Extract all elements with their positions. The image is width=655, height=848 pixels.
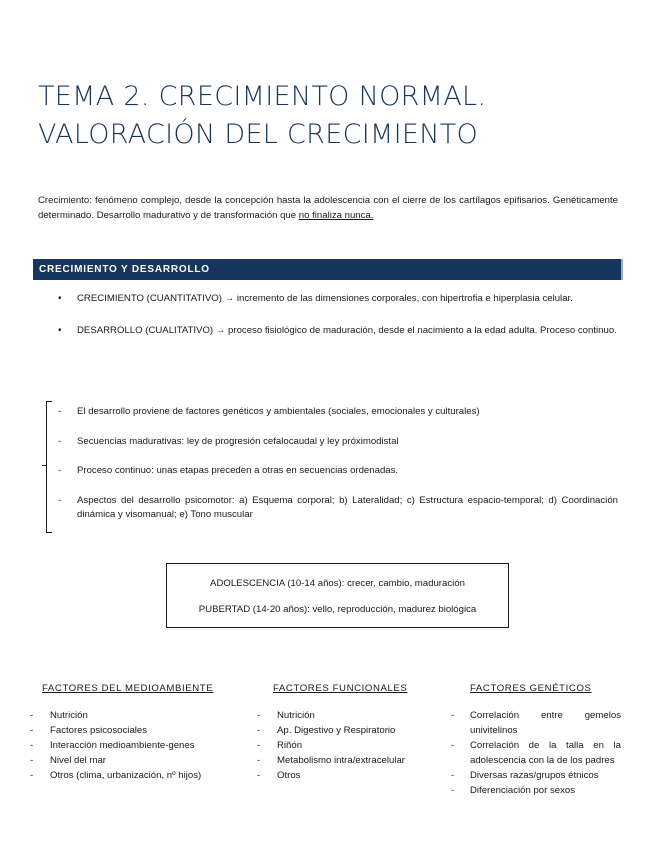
list-item bbox=[30, 723, 245, 738]
section-heading-edge bbox=[621, 259, 623, 280]
dash-text: Secuencias madurativas: ley de progresión cefalocaudal y ley próximodistal bbox=[77, 435, 399, 447]
dash-marker: - bbox=[257, 725, 261, 736]
list-item bbox=[451, 738, 621, 768]
dash-marker: - bbox=[451, 770, 455, 781]
dash-item bbox=[58, 435, 618, 450]
bracket-decoration bbox=[46, 401, 52, 533]
list-item bbox=[451, 708, 621, 738]
list-item-text: Diferenciación por sexos bbox=[470, 785, 576, 796]
list-item-text: Nutrición bbox=[277, 710, 315, 721]
list-item-text: Factores psicosociales bbox=[50, 725, 148, 736]
genetic-factors-column bbox=[451, 681, 621, 798]
environment-factors-heading: FACTORES DEL MEDIOAMBIENTE bbox=[42, 683, 214, 694]
intro-paragraph bbox=[38, 193, 618, 223]
dash-marker: - bbox=[58, 465, 62, 476]
dash-item bbox=[58, 464, 618, 479]
functional-factors-column bbox=[257, 681, 447, 783]
list-item bbox=[30, 708, 245, 723]
adolescence-line: ADOLESCENCIA (10-14 años): crecer, cambio, maduración bbox=[210, 578, 465, 589]
puberty-line: PUBERTAD (14-20 años): vello, reproducción, madurez biológica bbox=[198, 604, 477, 615]
list-item-text: Nutrición bbox=[50, 710, 88, 721]
title-line-1: TEMA 2. CRECIMIENTO NORMAL. bbox=[38, 81, 487, 112]
bracket-tick bbox=[42, 465, 47, 466]
dash-marker: - bbox=[30, 770, 34, 781]
bullet-item bbox=[58, 324, 618, 339]
dash-marker: - bbox=[58, 406, 62, 417]
list-item-text: Correlación de la talla en la adolescencia con la de los padres bbox=[470, 740, 621, 766]
dash-marker: - bbox=[30, 725, 34, 736]
bullet-marker: • bbox=[58, 324, 62, 336]
dash-marker: - bbox=[257, 770, 261, 781]
functional-factors-heading: FACTORES FUNCIONALES bbox=[273, 683, 408, 694]
list-item bbox=[257, 723, 447, 738]
dash-marker: - bbox=[30, 755, 34, 766]
list-item bbox=[30, 753, 245, 768]
bullet-text: CRECIMIENTO (CUANTITATIVO) → incremento de las dimensiones corporales, con hipertrofia e hiperplasia celular. bbox=[77, 293, 573, 304]
dash-marker: - bbox=[30, 710, 34, 721]
dash-marker: - bbox=[257, 740, 261, 751]
intro-text: Crecimiento: fenómeno complejo, desde la concepción hasta la adolescencia con el cierre de los cartílagos epifisarios. Genéticamente determinado. Desarrollo madurativo y de transformación que bbox=[38, 195, 618, 221]
bullet-item bbox=[58, 292, 618, 307]
title-line-2: VALORACIÓN DEL CRECIMIENTO bbox=[38, 119, 479, 150]
list-item-text: Ap. Digestivo y Respiratorio bbox=[277, 725, 396, 736]
dash-marker: - bbox=[58, 435, 62, 447]
dash-marker: - bbox=[30, 740, 34, 751]
dash-marker: - bbox=[257, 710, 261, 721]
dash-marker: - bbox=[257, 755, 261, 766]
dash-list bbox=[58, 405, 618, 523]
stages-box bbox=[166, 563, 509, 628]
list-item-text: Diversas razas/grupos étnicos bbox=[470, 770, 599, 781]
section-heading: CRECIMIENTO Y DESARROLLO bbox=[33, 259, 621, 280]
list-item-text: Metabolismo intra/extracelular bbox=[277, 755, 405, 766]
list-item-text: Interacción medioambiente-genes bbox=[50, 740, 195, 751]
list-item bbox=[30, 768, 245, 783]
intro-underlined-text: no finaliza nunca. bbox=[298, 210, 374, 221]
list-item-text: Otros (clima, urbanización, nº hijos) bbox=[50, 770, 202, 781]
dash-item bbox=[58, 494, 618, 523]
list-item bbox=[257, 768, 447, 783]
bullet-list bbox=[58, 292, 618, 338]
bullet-marker: • bbox=[58, 293, 62, 304]
dash-marker: - bbox=[451, 785, 455, 796]
page-title bbox=[38, 78, 628, 154]
genetic-factors-heading: FACTORES GENÉTICOS bbox=[470, 683, 592, 694]
list-item bbox=[30, 738, 245, 753]
list-item-text: Correlación entre gemelos univitelinos bbox=[470, 710, 621, 736]
dash-text: El desarrollo proviene de factores genéticos y ambientales (sociales, emocionales y culturales) bbox=[77, 406, 480, 417]
list-item bbox=[257, 708, 447, 723]
bullet-text: DESARROLLO (CUALITATIVO) → proceso fisiológico de maduración, desde el nacimiento a la edad adulta. Proceso continuo. bbox=[77, 324, 617, 336]
list-item bbox=[257, 753, 447, 768]
list-item-text: Otros bbox=[277, 770, 301, 781]
dash-marker: - bbox=[451, 710, 455, 721]
list-item-text: Nivel del mar bbox=[50, 755, 106, 766]
dash-text: Proceso continuo: unas etapas preceden a otras en secuencias ordenadas. bbox=[77, 465, 399, 476]
list-item bbox=[257, 738, 447, 753]
dash-marker: - bbox=[58, 494, 62, 506]
environment-factors-column bbox=[30, 681, 245, 783]
dash-item bbox=[58, 405, 618, 420]
list-item bbox=[451, 768, 621, 783]
list-item bbox=[451, 783, 621, 798]
list-item-text: Riñón bbox=[277, 740, 303, 751]
dash-text: Aspectos del desarrollo psicomotor: a) Esquema corporal; b) Lateralidad; c) Estructura espacio-temporal; d) Coordinación dinámica y visomanual; e) Tono muscular bbox=[77, 494, 618, 520]
dash-marker: - bbox=[451, 740, 455, 751]
